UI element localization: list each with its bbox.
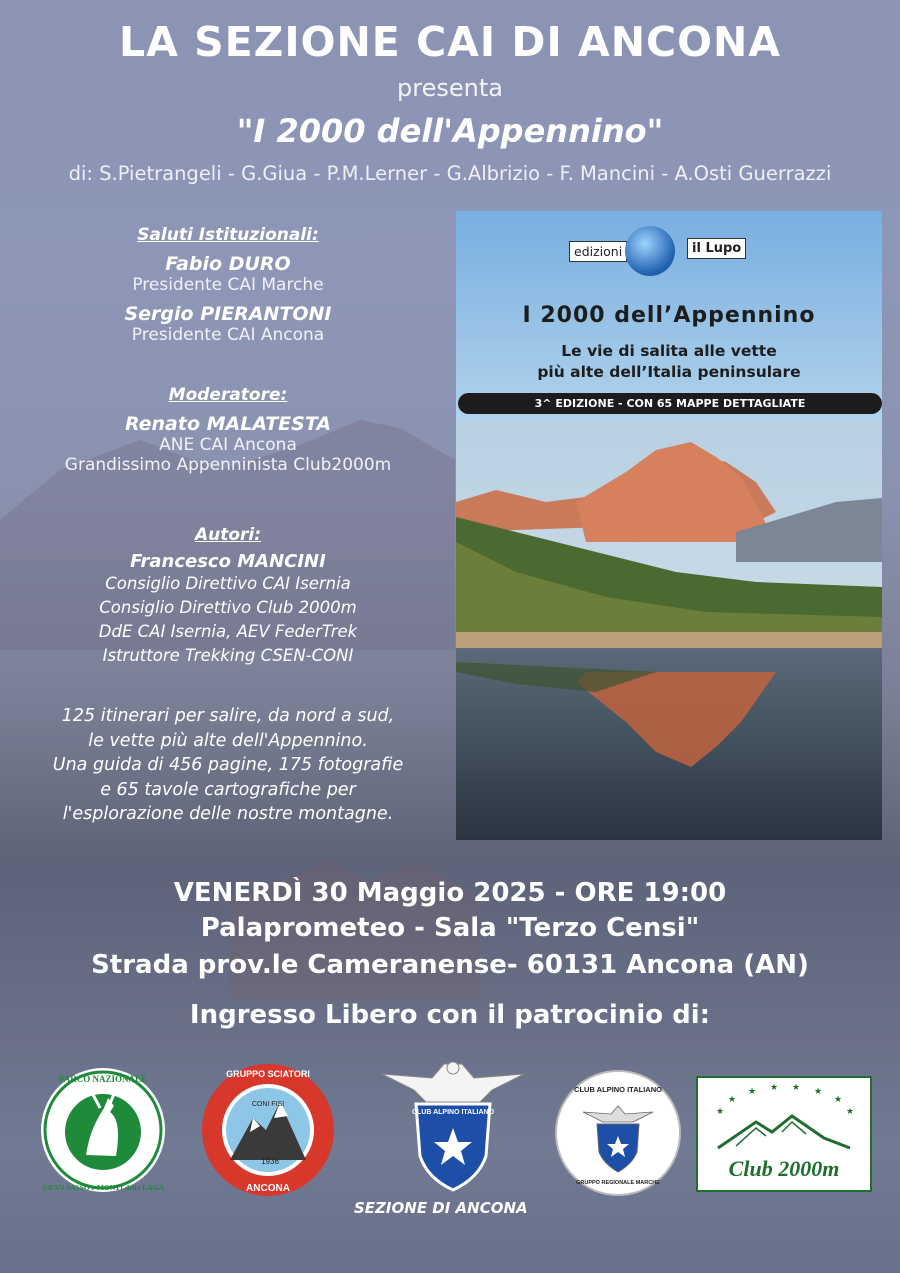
desc-line: e 65 tavole cartografiche per bbox=[100, 779, 356, 800]
regionale-bottom-text: GRUPPO REGIONALE MARCHE bbox=[576, 1180, 660, 1186]
autori-heading: Autori: bbox=[194, 525, 262, 545]
author-name: Francesco MANCINI bbox=[130, 551, 326, 572]
gruppo-top-text: GRUPPO SCIATORI bbox=[226, 1069, 310, 1079]
svg-text:★: ★ bbox=[814, 1087, 823, 1097]
publisher-right: il Lupo bbox=[687, 238, 746, 259]
svg-text:★: ★ bbox=[748, 1087, 757, 1097]
event-entry: Ingresso Libero con il patrocinio di: bbox=[189, 1000, 711, 1030]
gruppo-inner-text: CONI FISI bbox=[251, 1101, 285, 1108]
cai-sezione-ancona-logo bbox=[372, 1056, 534, 1196]
desc-line: l'esplorazione delle nostre montagne. bbox=[62, 804, 394, 824]
event-venue: Palaprometeo - Sala "Terzo Censi" bbox=[200, 913, 700, 943]
author-role2: Consiglio Direttivo Club 2000m bbox=[99, 598, 357, 617]
club2000-text: Club 2000m bbox=[728, 1156, 840, 1181]
presenta-text: presenta bbox=[397, 74, 503, 102]
author-role3: DdE CAI Isernia, AEV FederTrek bbox=[98, 622, 358, 641]
moderatore-heading: Moderatore: bbox=[168, 385, 288, 405]
svg-text:★: ★ bbox=[846, 1107, 855, 1117]
cover-title: I 2000 dell’Appennino bbox=[522, 303, 816, 328]
speaker1-role: Presidente CAI Marche bbox=[132, 275, 324, 295]
author-role1: Consiglio Direttivo CAI Isernia bbox=[105, 574, 351, 593]
book-cover bbox=[456, 211, 882, 840]
authors-line: di: S.Pietrangeli - G.Giua - P.M.Lerner - G.Albrizio - F. Mancini - A.Osti Guerrazzi bbox=[68, 162, 832, 185]
cai-regionale-marche-logo bbox=[553, 1068, 683, 1198]
speaker2-role: Presidente CAI Ancona bbox=[131, 325, 325, 345]
event-address: Strada prov.le Cameranense- 60131 Ancona (AN) bbox=[91, 950, 809, 980]
desc-line: le vette più alte dell'Appennino. bbox=[88, 730, 368, 751]
club-2000m-logo bbox=[696, 1076, 872, 1192]
author-role4: Istruttore Trekking CSEN-CONI bbox=[102, 646, 354, 665]
gruppo-year: 1936 bbox=[261, 1157, 279, 1166]
speaker1-name: Fabio DURO bbox=[165, 253, 291, 275]
moderator-role1: ANE CAI Ancona bbox=[159, 435, 297, 455]
parco-bottom-text: GRAN SASSO e MONTI della LAGA bbox=[42, 1183, 164, 1192]
globe-wolf-icon bbox=[625, 226, 675, 276]
event-date: VENERDÌ 30 Maggio 2025 - ORE 19:00 bbox=[173, 878, 727, 908]
svg-text:★: ★ bbox=[834, 1095, 843, 1105]
svg-text:★: ★ bbox=[728, 1095, 737, 1105]
moderator-name: Renato MALATESTA bbox=[124, 413, 332, 435]
saluti-heading: Saluti Istituzionali: bbox=[137, 225, 319, 245]
cover-subtitle-line2: più alte dell’Italia peninsulare bbox=[537, 363, 801, 381]
autori-section bbox=[18, 525, 438, 668]
svg-text:★: ★ bbox=[770, 1083, 779, 1093]
publisher-left: edizioni bbox=[569, 241, 627, 262]
cover-landscape-photo bbox=[456, 422, 882, 840]
book-title: "I 2000 dell'Appennino" bbox=[236, 112, 664, 150]
cover-subtitle bbox=[456, 341, 882, 383]
svg-text:★: ★ bbox=[716, 1107, 725, 1117]
cai-section-label: SEZIONE DI ANCONA bbox=[354, 1199, 528, 1217]
parco-nazionale-logo bbox=[38, 1060, 168, 1200]
book-description bbox=[18, 704, 438, 827]
cai-ribbon-text: CLUB ALPINO ITALIANO bbox=[411, 1109, 495, 1116]
gruppo-bottom-text: ANCONA bbox=[246, 1183, 290, 1194]
regionale-top-text: CLUB ALPINO ITALIANO bbox=[574, 1085, 662, 1094]
saluti-section bbox=[18, 225, 438, 345]
svg-text:★: ★ bbox=[792, 1083, 801, 1093]
parco-top-text: PARCO NAZIONALE bbox=[58, 1074, 148, 1084]
publisher-logo bbox=[569, 226, 747, 276]
cover-subtitle-line1: Le vie di salita alle vette bbox=[561, 342, 777, 360]
page-title: LA SEZIONE CAI DI ANCONA bbox=[118, 18, 782, 66]
desc-line: Una guida di 456 pagine, 175 fotografie bbox=[52, 755, 404, 775]
edition-band: 3^ EDIZIONE - CON 65 MAPPE DETTAGLIATE bbox=[458, 393, 882, 414]
speaker2-name: Sergio PIERANTONI bbox=[124, 303, 332, 325]
moderatore-section bbox=[18, 385, 438, 475]
gruppo-sciatori-logo bbox=[198, 1060, 338, 1200]
desc-line: 125 itinerari per salire, da nord a sud, bbox=[61, 706, 395, 726]
moderator-role2: Grandissimo Appenninista Club2000m bbox=[64, 455, 392, 475]
